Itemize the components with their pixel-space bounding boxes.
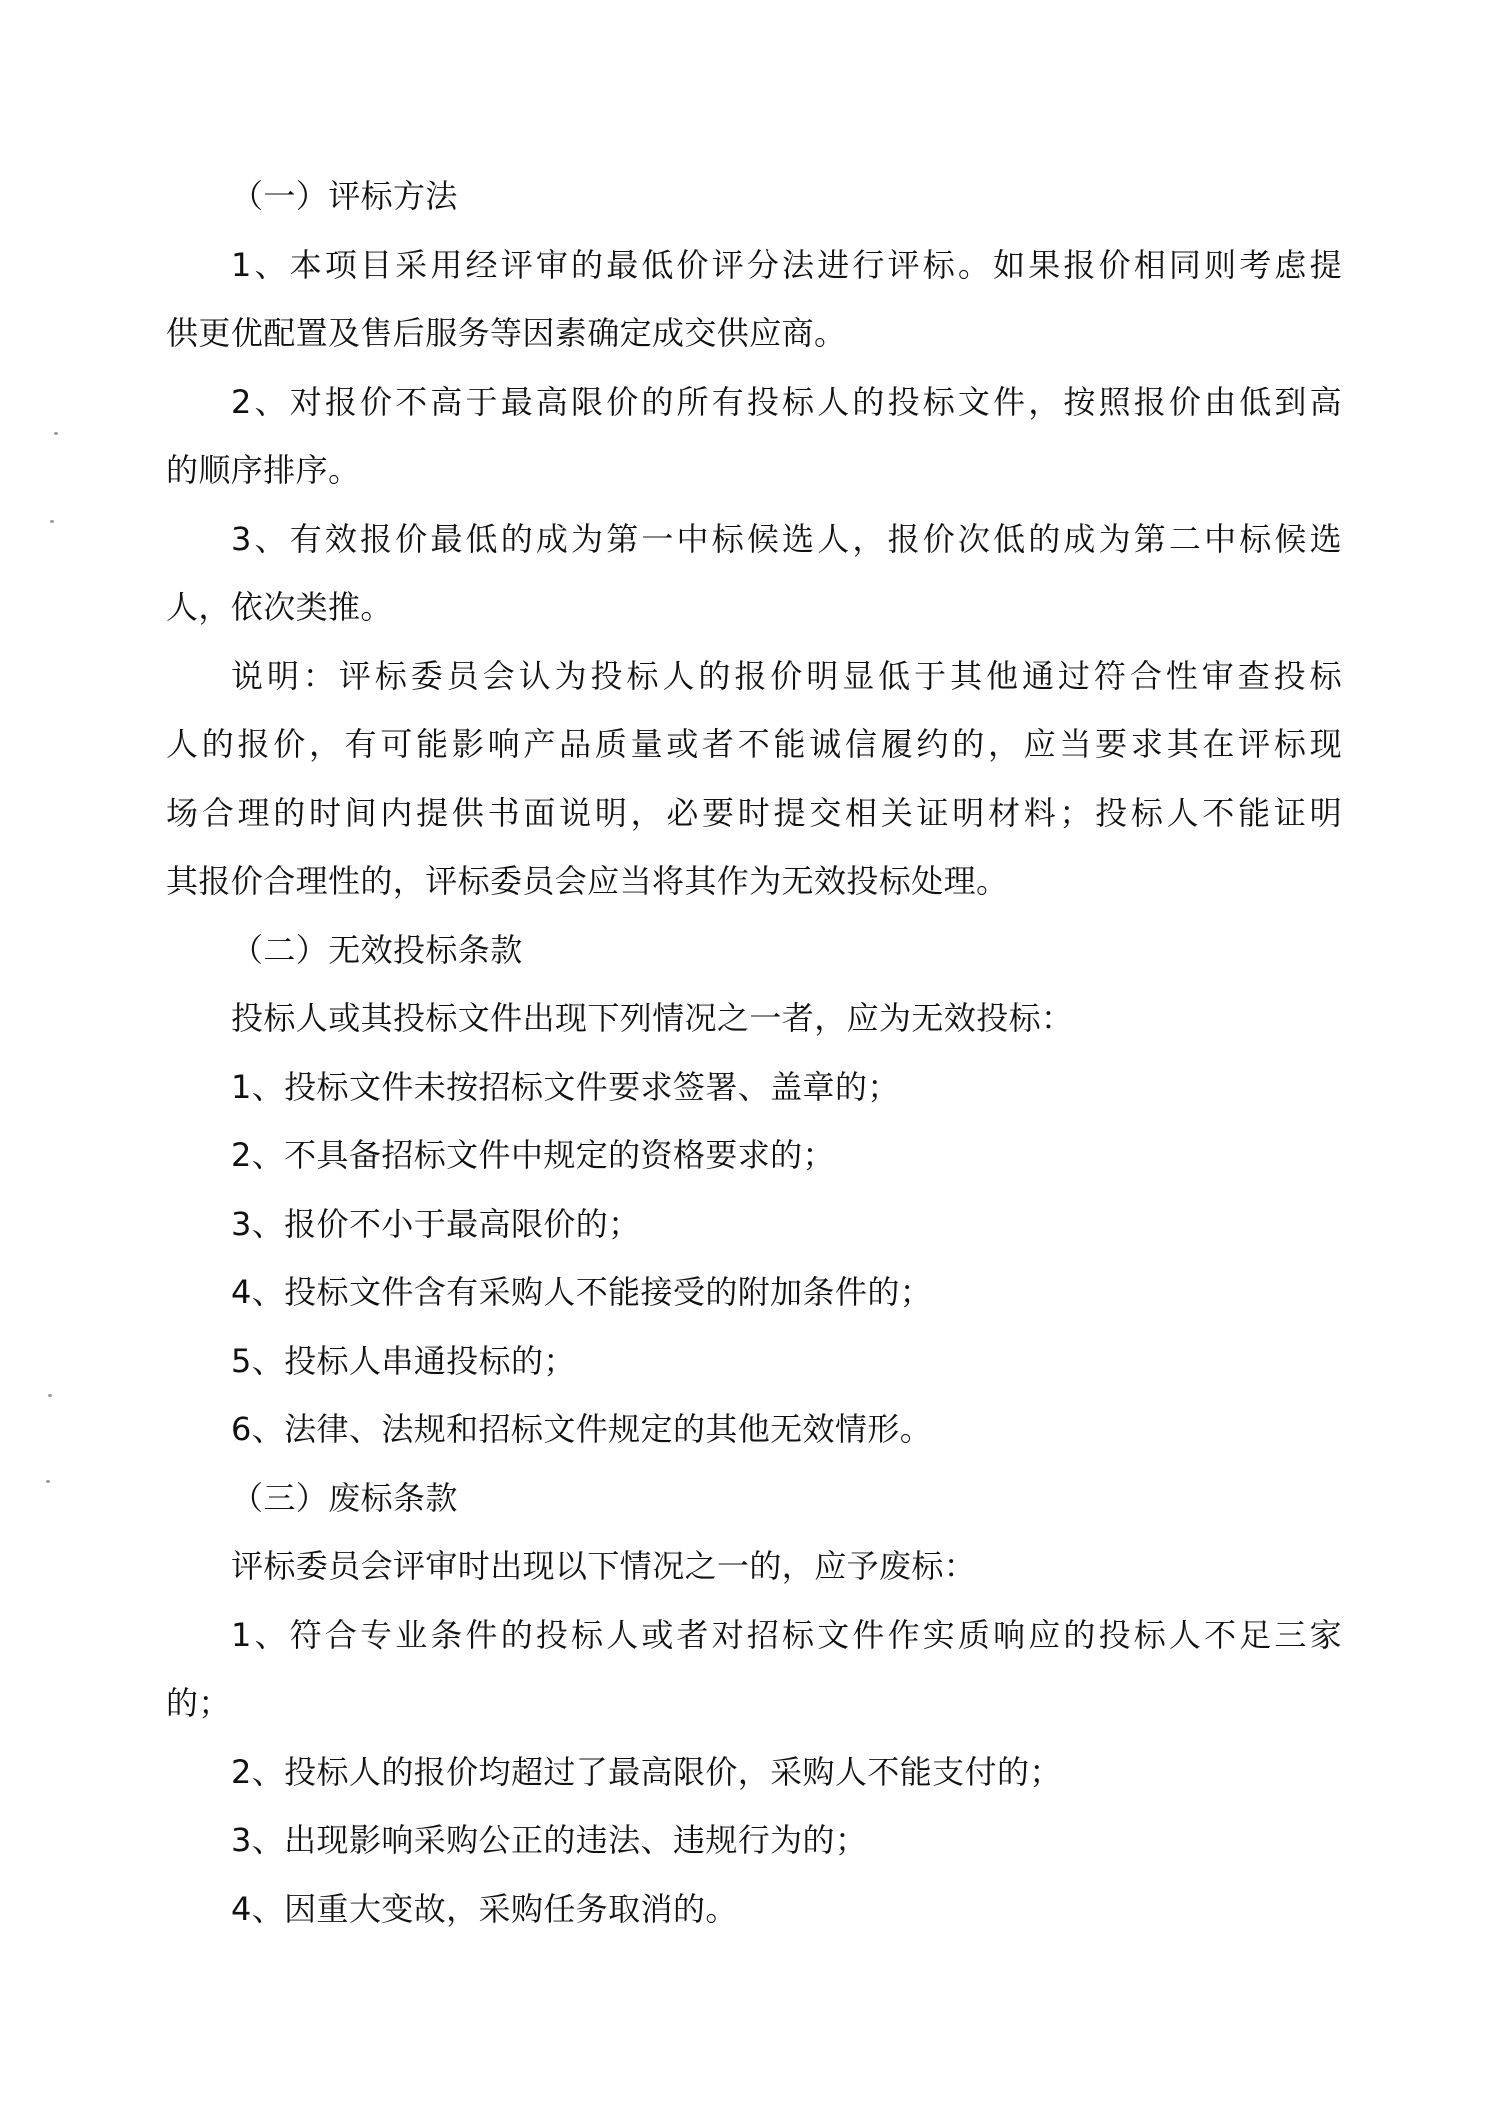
text-line: 场合理的时间内提供书面说明，必要时提交相关证明材料；投标人不能证明: [166, 793, 1342, 832]
text-line: 5、投标人串通投标的；: [231, 1341, 576, 1380]
text-line: 投标人或其投标文件出现下列情况之一者，应为无效投标：: [231, 999, 1074, 1037]
text-line: 供更优配置及售后服务等因素确定成交供应商。: [166, 314, 847, 352]
text-line: （一）评标方法: [231, 177, 458, 215]
document-body: [166, 162, 1342, 1943]
text-line: 6、法律、法规和招标文件规定的其他无效情形。: [231, 1410, 933, 1448]
text-line: 的；: [166, 1684, 231, 1722]
text-line: 2、不具备招标文件中规定的资格要求的；: [231, 1136, 835, 1174]
text-line: 1、投标文件未按招标文件要求签署、盖章的；: [231, 1067, 900, 1106]
text-line: 3、出现影响采购公正的违法、违规行为的；: [231, 1821, 868, 1859]
text-line: 的顺序排序。: [166, 451, 361, 489]
scan-speck: [54, 432, 58, 435]
text-line: 3、有效报价最低的成为第一中标候选人，报价次低的成为第二中标候选: [231, 519, 1342, 558]
scan-speck: [46, 1480, 50, 1483]
text-line: （二）无效投标条款: [231, 930, 523, 969]
text-line: 4、因重大变故，采购任务取消的。: [231, 1889, 738, 1928]
text-line: 4、投标文件含有采购人不能接受的附加条件的；: [231, 1273, 933, 1311]
text-line: 2、投标人的报价均超过了最高限价，采购人不能支付的；: [231, 1752, 1062, 1791]
text-line: 人的报价，有可能影响产品质量或者不能诚信履约的，应当要求其在评标现: [166, 725, 1342, 763]
text-line: 说明：评标委员会认为投标人的报价明显低于其他通过符合性审查投标: [231, 656, 1342, 695]
scan-speck: [50, 520, 54, 523]
text-line: 1、本项目采用经评审的最低价评分法进行评标。如果报价相同则考虑提: [231, 245, 1342, 284]
text-line: 其报价合理性的，评标委员会应当将其作为无效投标处理。: [166, 862, 1009, 900]
text-line: 人，依次类推。: [166, 588, 393, 626]
text-line: 2、对报价不高于最高限价的所有投标人的投标文件，按照报价由低到高: [231, 382, 1342, 421]
text-line: 评标委员会评审时出现以下情况之一的，应予废标：: [231, 1547, 977, 1585]
text-line: （三）废标条款: [231, 1478, 458, 1517]
text-line: 1、符合专业条件的投标人或者对招标文件作实质响应的投标人不足三家: [231, 1615, 1342, 1654]
text-line: 3、报价不小于最高限价的；: [231, 1204, 641, 1243]
scan-speck: [48, 1394, 52, 1397]
